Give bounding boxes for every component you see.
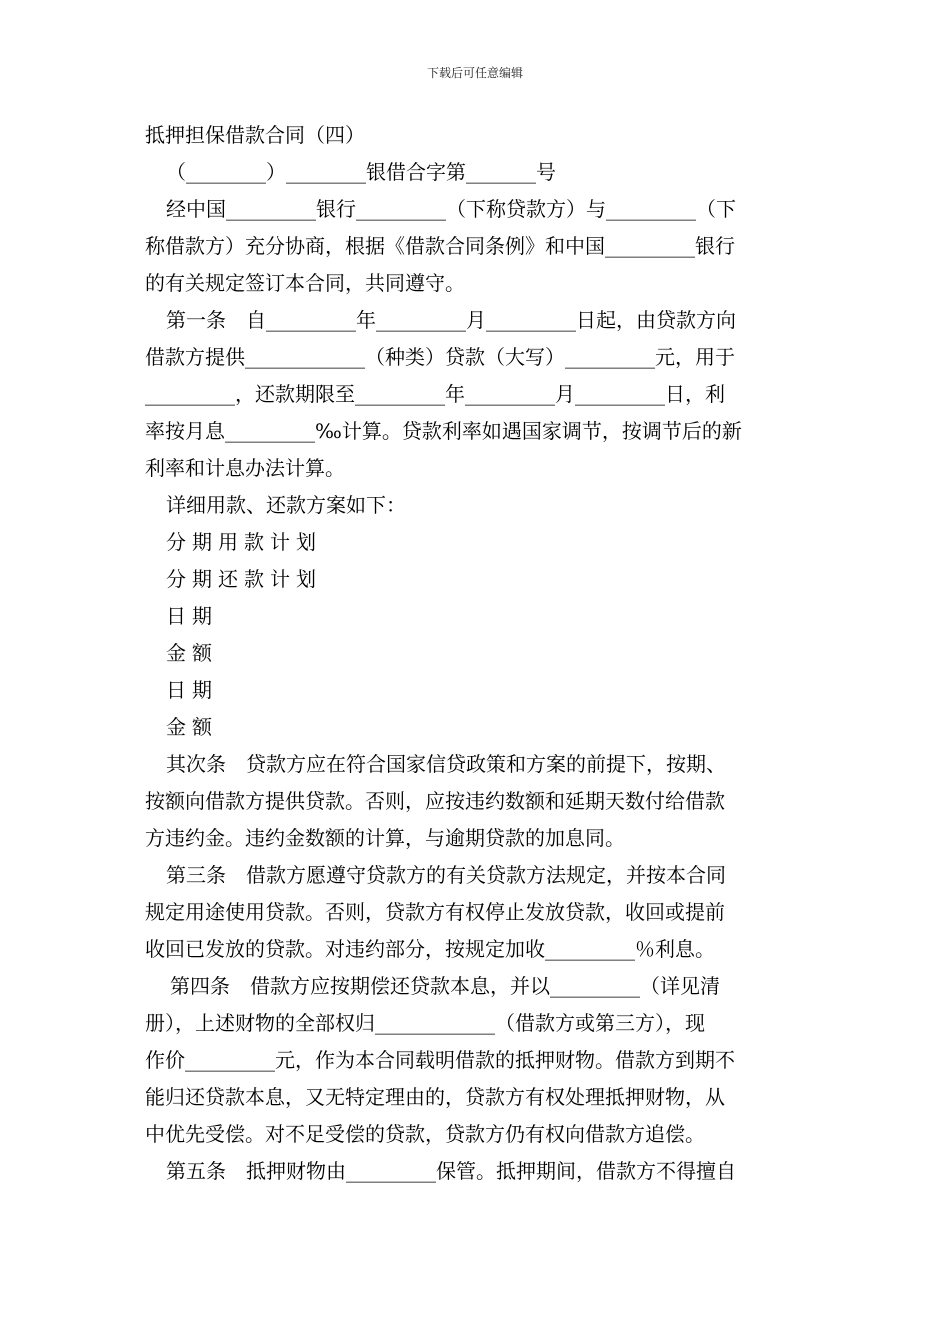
article-3-line-1: 第三条 借款方愿遵守贷款方的有关贷款方法规定，并按本合同 [166,863,726,887]
article-3-line-3: 收回已发放的贷款。对违约部分，按规定加收_________％利息。 [145,937,715,961]
article-4-line-5: 中优先受偿。对不足受偿的贷款，贷款方仍有权向借款方追偿。 [145,1122,705,1146]
article-4-line-3: 作价_________元，作为本合同载明借款的抵押财物。借款方到期不 [145,1048,735,1072]
article-4-line-2: 册），上述财物的全部权归____________（借款方或第三方），现 [145,1011,705,1035]
article-3-line-2: 规定用途使用贷款。否则，贷款方有权停止发放贷款，收回或提前 [145,900,725,924]
plan-item-date: 日期 [166,678,218,702]
paragraph-1-line-1: 经中国_________银行_________（下称贷款方）与_________（下 [166,197,736,221]
article-1-line-1: 第一条 自_________年_________月_________日起，由贷款方向 [166,308,736,332]
paragraph-1-line-2: 称借款方）充分协商，根据《借款合同条例》和中国_________银行 [145,234,735,258]
plan-item-amount: 金额 [166,715,218,739]
article-1-line-3: _________，还款期限至_________年_________月_________日，利 [145,382,725,406]
article-4-line-4: 能归还贷款本息，又无特定理由的，贷款方有权处理抵押财物，从 [145,1085,725,1109]
plan-item-date: 日期 [166,604,218,628]
article-2-line-1: 其次条 贷款方应在符合国家信贷政策和方案的前提下，按期、 [166,752,726,776]
contract-number-line: （________）________银借合字第_______号 [166,160,556,184]
plan-intro: 详细用款、还款方案如下： [166,493,406,517]
page-header: 下载后可任意编辑 [426,66,523,80]
plan-item-borrowing: 分期用款计划 [166,530,322,554]
article-2-line-2: 按额向借款方提供贷款。否则，应按违约数额和延期天数付给借款 [145,789,725,813]
contract-body [145,117,805,1190]
plan-item-repayment: 分期还款计划 [166,567,322,591]
article-2-line-3: 方违约金。违约金数额的计算，与逾期贷款的加息同。 [145,826,625,850]
article-1-line-5: 利率和计息办法计算。 [145,456,345,480]
article-5-line-1: 第五条 抵押财物由_________保管。抵押期间，借款方不得擅自 [166,1159,736,1183]
paragraph-1-line-3: 的有关规定签订本合同，共同遵守。 [145,271,465,295]
contract-title: 抵押担保借款合同（四） [145,123,365,147]
plan-item-amount: 金额 [166,641,218,665]
article-4-line-1: 第四条 借款方应按期偿还贷款本息，并以_________（详见清 [170,974,720,998]
article-1-line-4: 率按月息_________‰计算。贷款利率如遇国家调节，按调节后的新 [145,419,742,443]
article-1-line-2: 借款方提供____________（种类）贷款（大写）_________元，用于 [145,345,735,369]
